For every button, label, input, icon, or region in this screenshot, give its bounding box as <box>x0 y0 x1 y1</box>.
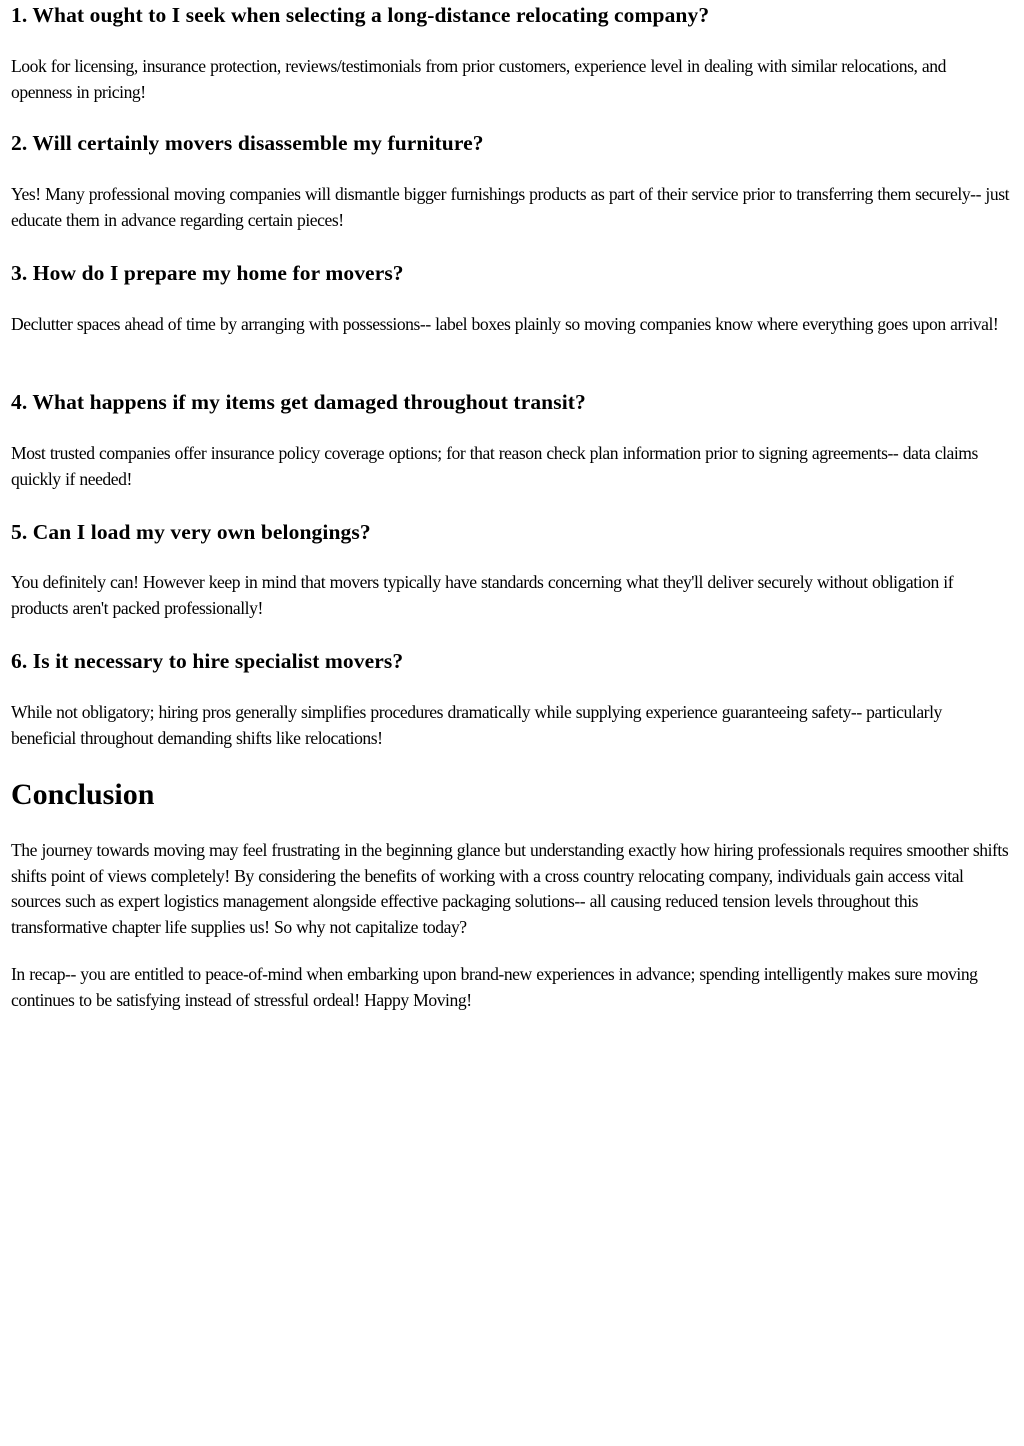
faq-answer-4: Most trusted companies offer insurance policy coverage options; for that reason check plan information prior to signing agreements-- data claims quickly if needed! <box>11 443 978 489</box>
faq-question-5: 5. Can I load my very own belongings? <box>11 520 371 544</box>
conclusion-paragraph-2: In recap-- you are entitled to peace-of-mind when embarking upon brand-new experiences in advance; spending intelligently makes sure moving continues to be satisfying instead of stressful ordeal! Happy Moving! <box>11 964 978 1010</box>
faq-answer-1: Look for licensing, insurance protection, reviews/testimonials from prior customers, experience level in dealing with similar relocations, and openness in pricing! <box>11 56 946 102</box>
conclusion-heading: Conclusion <box>11 778 155 811</box>
faq-question-3: 3. How do I prepare my home for movers? <box>11 261 404 285</box>
faq-answer-2: Yes! Many professional moving companies will dismantle bigger furnishings products as part of their service prior to transferring them securely-- just educate them in advance regarding certain pieces! <box>11 184 1010 230</box>
conclusion-paragraph-1: The journey towards moving may feel frustrating in the beginning glance but understanding exactly how hiring professionals requires smoother shifts shifts point of views completely! By considering the benefits of working with a cross country relocating company, individuals gain access vital sources such as expert logistics management alongside effective packaging solutions-- all causing reduced tension levels throughout this transformative chapter life supplies us! So why not capitalize today? <box>11 840 1009 937</box>
faq-question-1: 1. What ought to I seek when selecting a long-distance relocating company? <box>11 3 710 27</box>
faq-question-2: 2. Will certainly movers disassemble my furniture? <box>11 131 484 155</box>
faq-answer-3: Declutter spaces ahead of time by arranging with possessions-- label boxes plainly so moving companies know where everything goes upon arrival! <box>11 314 999 334</box>
faq-answer-6: While not obligatory; hiring pros generally simplifies procedures dramatically while supplying experience guaranteeing safety-- particularly beneficial throughout demanding shifts like relocations! <box>11 702 942 748</box>
faq-question-6: 6. Is it necessary to hire specialist movers? <box>11 649 404 673</box>
faq-answer-5: You definitely can! However keep in mind that movers typically have standards concerning what they'll deliver securely without obligation if products aren't packed professionally! <box>11 572 954 618</box>
faq-question-4: 4. What happens if my items get damaged throughout transit? <box>11 390 586 414</box>
